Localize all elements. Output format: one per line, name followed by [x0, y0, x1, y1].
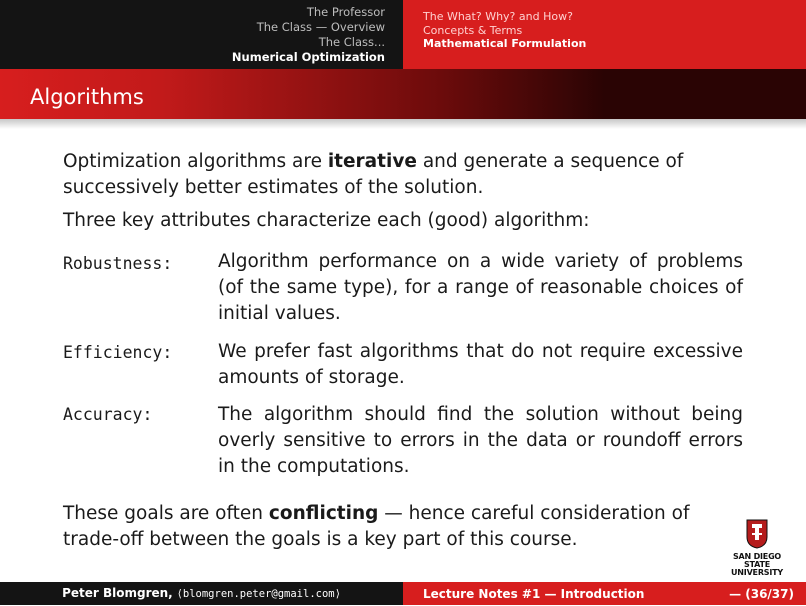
- sdsu-logo: [722, 519, 792, 579]
- footer-author: [0, 582, 403, 605]
- intro-paragraph: [63, 149, 743, 201]
- footer: [0, 582, 806, 605]
- nav-the-professor[interactable]: The Professor: [306, 5, 385, 19]
- intro-text-post: and generate a sequence of successively better estimates of the solution.: [63, 151, 684, 198]
- footer-page-number: — (36/37): [729, 586, 794, 601]
- nav-class-overview[interactable]: The Class — Overview: [256, 20, 385, 34]
- attribute-term-robustness: Robustness:: [63, 254, 173, 273]
- intro-text-pre: Optimization algorithms are: [63, 151, 328, 172]
- section-nav: [0, 0, 403, 69]
- closing-bold-word: conflicting: [268, 503, 379, 524]
- sdsu-shield-icon: [746, 519, 768, 549]
- nav-what-why-how[interactable]: The What? Why? and How?: [423, 10, 573, 23]
- footer-author-name: Peter Blomgren,: [62, 586, 173, 600]
- attribute-term-accuracy: Accuracy:: [63, 405, 153, 424]
- attribute-desc-accuracy: The algorithm should find the solution without being overly sensitive to errors in the data or roundoff errors in the computations.: [218, 404, 743, 477]
- lead-paragraph: Three key attributes characterize each (good) algorithm:: [63, 210, 590, 231]
- subsection-nav: [403, 0, 806, 69]
- slide-title: Algorithms: [30, 85, 144, 109]
- attribute-desc-efficiency: We prefer fast algorithms that do not require excessive amounts of storage.: [218, 341, 743, 388]
- footer-lecture: [403, 582, 806, 605]
- closing-text-pre: These goals are often: [63, 503, 269, 524]
- header-nav: [0, 0, 806, 69]
- title-bar-shadow: [0, 119, 806, 129]
- nav-mathematical-formulation[interactable]: Mathematical Formulation: [423, 37, 587, 50]
- nav-concepts-terms[interactable]: Concepts & Terms: [423, 23, 523, 37]
- footer-lecture-title[interactable]: Lecture Notes #1 — Introduction: [423, 586, 645, 601]
- attribute-term-efficiency: Efficiency:: [63, 343, 173, 362]
- sdsu-logo-line1: SAN DIEGO STATE: [732, 552, 782, 569]
- attribute-desc-robustness: Algorithm performance on a wide variety of problems (of the same type), for a range of reasonable choices of initial values.: [218, 251, 743, 324]
- nav-the-class[interactable]: The Class...: [318, 35, 385, 49]
- nav-numerical-optimization[interactable]: Numerical Optimization: [231, 50, 385, 64]
- closing-paragraph: [63, 501, 743, 553]
- footer-author-email: ⟨blomgren.peter@gmail.com⟩: [176, 588, 341, 600]
- closing-text-post: — hence careful consideration of trade-off between the goals is a key part of this course.: [63, 503, 690, 550]
- intro-bold-word: iterative: [327, 151, 417, 172]
- sdsu-logo-line2: UNIVERSITY: [731, 568, 783, 577]
